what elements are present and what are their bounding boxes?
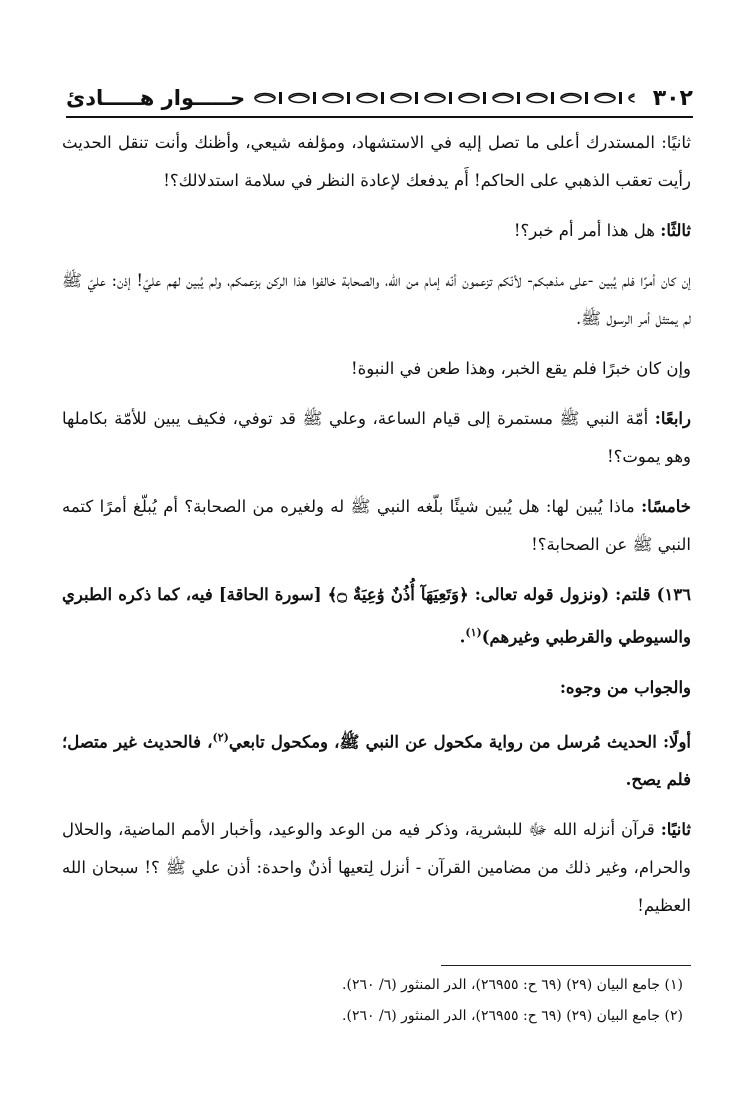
point-label: خامسًا: <box>641 497 691 516</box>
footnote-ref-1: (١) <box>465 626 482 639</box>
paragraph-if-news: وإن كان خبرًا فلم يقع الخبر، وهذا طعن في النبوة! <box>350 359 691 378</box>
point-label: ثالثًا: <box>660 221 691 240</box>
footnote-divider <box>441 965 691 966</box>
claim-end: . <box>459 627 466 647</box>
paragraph-if-command: إن كان أمرًا فلم يُبين -على مذهبكم- لأنّكم تزعمون أنّه إمام من الله، والصحابة خالفوا هذا الركن بزعمكم، ولم يُبين لهم عليّ! إذن: عليّ ﷺ لم يمتثل أمر الرسول ﷺ. <box>62 271 691 328</box>
running-title: حـــــوار هـــــادئ <box>66 86 246 110</box>
paragraph-answer-firstly <box>62 719 691 800</box>
paragraph-text: أمّة النبي ﷺ مستمرة إلى قيام الساعة، وعلي ﷺ قد توفي، فكيف يبين للأمّة بكاملها وهو يموت؟! <box>62 409 691 466</box>
paragraph-claim-136 <box>62 576 691 657</box>
page-number: ٣٠٢ <box>652 85 693 111</box>
claim-text: ١٣٦) قلتم: (ونزول قوله تعالى: ﴿وَتَعِيَهَآ أُذُنٌ وَٰعِيَةٌ ۝﴾ [سورة الحاقة] فيه، كما ذكره الطبري والسيوطي والقرطبي وغيرهم) <box>62 585 691 647</box>
page-header <box>66 80 693 118</box>
paragraph-text: ماذا يُبين لها: هل يُبين شيئًا بلّغه النبي ﷺ له ولغيره من الصحابة؟ أم يُبلّغ أمرًا كتمه النبي ﷺ عن الصحابة؟! <box>62 497 691 554</box>
decorative-ornament-band <box>253 91 635 105</box>
paragraph-answer-heading: والجواب من وجوه: <box>559 677 691 697</box>
paragraph-fourthly <box>62 400 691 476</box>
paragraph-fifthly <box>62 488 691 564</box>
point-label: رابعًا: <box>654 409 691 428</box>
footnotes <box>62 970 683 1032</box>
footnote-ref-2: (٢) <box>212 730 229 744</box>
paragraph-text: هل هذا أمر أم خبر؟! <box>513 221 661 240</box>
answer-end: ، فالحديث غير متصل؛ فلم يصح. <box>62 732 691 789</box>
footnote-1: (١) جامع البيان (٢٩) (٦٩ ح: ٢٦٩٥٥)، الدر المنثور (٦/ ٢٦٠). <box>342 977 683 993</box>
paragraph-thirdly-question <box>62 212 691 250</box>
answer-text: أولًا: الحديث مُرسل من رواية مكحول عن النبي ﷺ، ومكحول تابعي <box>228 732 691 751</box>
paragraph-text: قرآن أنزله الله ﷻ للبشرية، وذكر فيه من الوعد والوعيد، وأخبار الأمم الماضية، والحلال والحرام، وغير ذلك من مضامين القرآن - أنزل لِتعيها أذنٌ واحدة: أذن علي ﷺ ؟! سبحان الله العظيم! <box>62 820 691 915</box>
main-text <box>62 124 691 937</box>
paragraph-answer-secondly <box>62 811 691 925</box>
point-label: ثانيًا: <box>660 820 691 839</box>
paragraph-secondly-mustadrak: ثانيًا: المستدرك أعلى ما تصل إليه في الاستشهاد، ومؤلفه شيعي، وأظنك وأنت تنقل الحديث رأيت تعقب الذهبي على الحاكم! أَم يدفعك لإعادة النظر في سلامة استدلالك؟! <box>62 133 691 190</box>
footnote-2: (٢) جامع البيان (٢٩) (٦٩ ح: ٢٦٩٥٥)، الدر المنثور (٦/ ٢٦٠). <box>342 1008 683 1024</box>
